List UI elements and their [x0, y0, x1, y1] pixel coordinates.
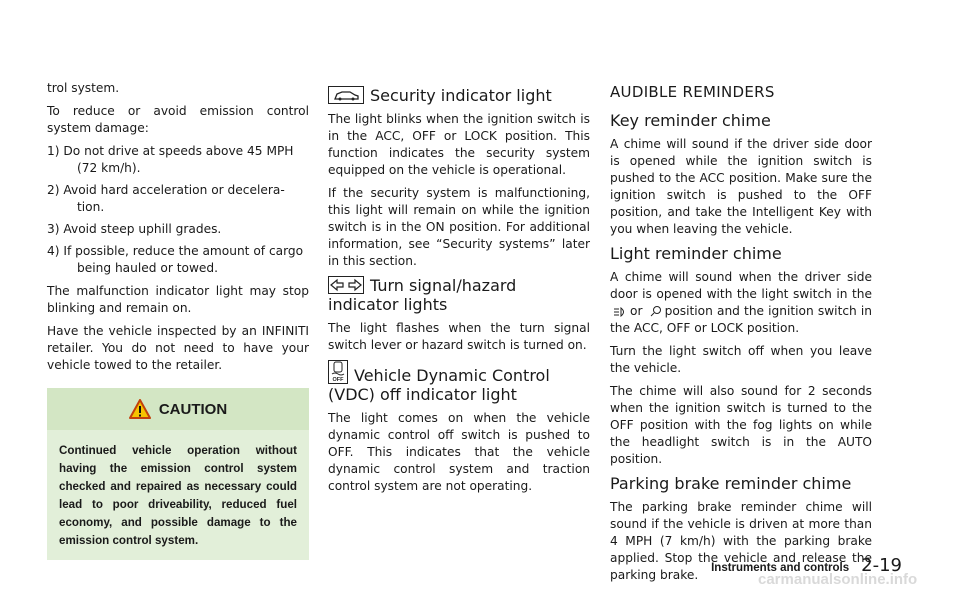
- vdc-heading: [328, 360, 590, 404]
- paragraph: The malfunction indicator light may stop blinking and remain on.: [47, 284, 309, 315]
- light-text-a: A chime will sound when the driver side door is opened with the light switch in the: [610, 270, 872, 301]
- page-number: 2-19: [861, 555, 902, 576]
- caution-text: Continued vehicle operation without having the emission control system checked and repaired as necessary could lead to poor driveability, reduced fuel economy, and possible damage to the emission control system.: [59, 444, 297, 547]
- headlight-icon: [613, 307, 627, 317]
- paragraph: The light blinks when the ignition switch is in the ACC, OFF or LOCK position. This function indicates the security system equipped on the vehicle is operational.: [328, 112, 590, 177]
- paragraph: [610, 269, 872, 337]
- footer-chapter-title: Instruments and controls: [711, 562, 850, 574]
- vdc-off-icon-label: OFF: [332, 377, 344, 383]
- turn-signal-heading-text: Turn signal/hazard indicator lights: [328, 276, 517, 314]
- caution-title: CAUTION: [158, 400, 228, 418]
- paragraph: A chime will sound if the driver side door is opened while the ignition switch is pushed to the ACC position. Make sure the ignition switch is pushed to the OFF position, and take the Intelligent Key with you when leaving the vehicle.: [610, 137, 872, 236]
- vdc-heading-text: Vehicle Dynamic Control (VDC) off indicator light: [328, 366, 550, 404]
- vdc-off-icon: [328, 360, 348, 384]
- watermark: carmanualsonline.info: [758, 571, 918, 588]
- paragraph: trol system.: [47, 81, 120, 95]
- security-car-icon: [328, 86, 364, 104]
- paragraph: Have the vehicle inspected by an INFINITI retailer. You do not need to have your vehicle towed to the retailer.: [47, 324, 309, 372]
- list-item: 1) Do not drive at speeds above 45 MPH (72 km/h).: [47, 144, 294, 175]
- paragraph: To reduce or avoid emission control system damage:: [47, 104, 309, 135]
- caution-box: [47, 388, 309, 560]
- light-reminder-heading: Light reminder chime: [610, 244, 782, 263]
- turn-signal-arrows-icon: [328, 276, 364, 294]
- section-title: AUDIBLE REMINDERS: [610, 83, 775, 101]
- parking-brake-heading: Parking brake reminder chime: [610, 474, 852, 493]
- paragraph: The light comes on when the vehicle dynamic control off switch is pushed to OFF. This indicates that the vehicle dynamic control system and traction control system are not operating.: [328, 411, 590, 493]
- caution-header: [47, 388, 309, 430]
- numbered-list: [47, 143, 309, 277]
- auto-light-icon: [650, 305, 662, 317]
- column-left: [47, 80, 309, 560]
- light-text-or: or: [630, 304, 643, 318]
- paragraph: The chime will also sound for 2 seconds when the ignition switch is turned to the OFF position with the fog lights on while the headlight switch is in the AUTO position.: [610, 384, 872, 466]
- paragraph: The light flashes when the turn signal switch lever or hazard switch is turned on.: [328, 321, 590, 352]
- list-item: 3) Avoid steep uphill grades.: [47, 222, 222, 236]
- warning-triangle-icon: [129, 399, 151, 419]
- paragraph: Turn the light switch off when you leave the vehicle.: [610, 344, 872, 375]
- key-reminder-heading: Key reminder chime: [610, 111, 771, 130]
- security-heading: [328, 86, 590, 105]
- paragraph: The parking brake reminder chime will sound if the vehicle is driven at more than 4 MPH (7 km/h) with the parking brake applied. Stop the vehicle and release the parking brake.: [610, 500, 872, 582]
- light-text-b: position and the ignition switch in the ACC, OFF or LOCK position.: [610, 304, 873, 335]
- column-middle: [328, 80, 590, 501]
- list-item: 2) Avoid hard acceleration or decelera- tion.: [47, 183, 285, 214]
- list-item: 4) If possible, reduce the amount of cargo being hauled or towed.: [47, 244, 304, 275]
- paragraph: If the security system is malfunctioning, this light will remain on while the ignition switch is in the ON position. For additional information, see “Security systems” later in this section.: [328, 186, 590, 268]
- security-heading-text: Security indicator light: [370, 86, 552, 105]
- column-right: [610, 80, 872, 590]
- turn-signal-heading: [328, 276, 590, 314]
